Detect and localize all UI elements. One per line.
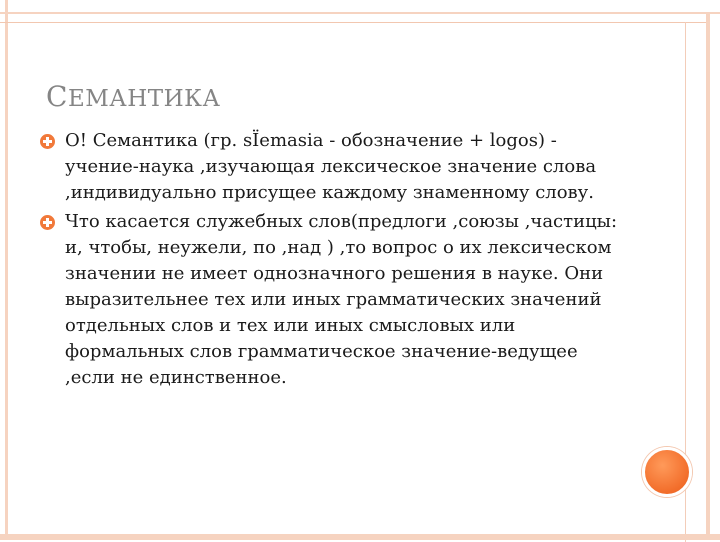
- slide-title-initial: С: [46, 80, 68, 113]
- frame-line-top: [0, 12, 720, 14]
- frame-line-left: [5, 0, 8, 540]
- decorative-orange-circle: [642, 447, 692, 497]
- frame-line-right: [706, 12, 710, 540]
- frame-line-top-inner: [0, 22, 710, 23]
- plus-circle-icon: [40, 134, 55, 149]
- bullet-list: [40, 128, 620, 394]
- bullet-item: [40, 128, 620, 206]
- bullet-text: Что касается служебных слов(предлоги ,союзы ,частицы: и, чтобы, неужели, по ,над ) ,то вопрос о их лексическом значении не имеет однозначного решения в науке. Они выразительнее тех или иных грамматических значений отдельных слов и тех или иных смысловых или формальных слов грамматическое значение-ведущее ,если не единственное.: [65, 211, 618, 388]
- slide-title-rest: ЕМАНТИКА: [67, 86, 221, 112]
- plus-circle-icon: [40, 215, 55, 230]
- slide-title: [46, 80, 220, 113]
- bullet-item: [40, 209, 620, 391]
- frame-line-bottom: [0, 534, 720, 540]
- bullet-text: О! Семантика (гр. sЇemasia - обозначение + logos) - учение-наука ,изучающая лексическое значение слова ,индивидуально присущее каждому знаменному слову.: [65, 130, 597, 203]
